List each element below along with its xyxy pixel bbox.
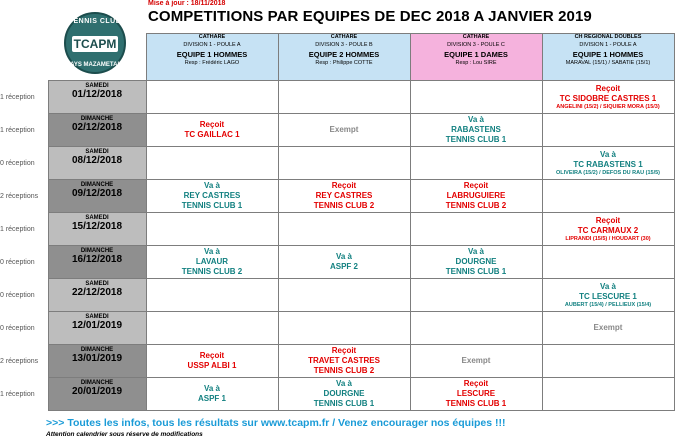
match-cell — [278, 345, 410, 378]
weekday-label: SAMEDI — [85, 149, 109, 155]
match-line: TC LESCURE 1 — [579, 291, 637, 301]
team-league: CATHARE — [198, 34, 226, 40]
match-line: LESCURE — [456, 389, 496, 398]
team-league: CATHARE — [462, 34, 490, 40]
match-line: Va à — [203, 247, 220, 256]
schedule-table — [0, 33, 675, 411]
match-cell — [410, 147, 542, 180]
reception-count: 1 réception — [0, 390, 35, 398]
match-line: Reçoit — [199, 120, 225, 129]
match-cell — [146, 279, 278, 312]
weekday-label: SAMEDI — [85, 83, 109, 89]
match-line: Va à — [467, 115, 484, 124]
match-line: TC GAILLAC 1 — [184, 130, 240, 139]
match-cell — [278, 213, 410, 246]
match-line: Exempt — [461, 356, 491, 365]
match-line: TENNIS CLUB 2 — [313, 366, 375, 375]
weekday-label: DIMANCHE — [80, 116, 114, 122]
team-name: EQUIPE 1 HOMMES — [176, 50, 248, 59]
players-line: ANGELINI (15/2) / SIQUIER MORA (15/3) — [556, 103, 660, 110]
match-cell — [146, 312, 278, 345]
schedule-row — [0, 378, 674, 411]
match-cell — [278, 246, 410, 279]
schedule-row — [0, 246, 674, 279]
players-line: LIPRANDI (15/5) / HOUDART (30) — [565, 235, 651, 242]
match-cell — [410, 345, 542, 378]
team-responsible: MARAVAL (15/1) / SABATIE (15/1) — [565, 60, 651, 66]
match-line: Va à — [335, 379, 352, 388]
match-line: Reçoit — [463, 379, 489, 388]
footer-link-text[interactable]: >>> Toutes les infos, tous les résultats sur www.tcapm.fr / Venez encourager nos équipes !!! — [46, 417, 506, 429]
team-name: EQUIPE 1 HOMMES — [572, 50, 644, 59]
match-cell — [146, 180, 278, 213]
match-cell — [542, 81, 674, 114]
schedule-row — [0, 114, 674, 147]
date-label: 15/12/2018 — [71, 221, 123, 232]
match-cell — [542, 213, 674, 246]
match-cell — [278, 114, 410, 147]
schedule-row — [0, 147, 674, 180]
date-label: 22/12/2018 — [71, 287, 123, 298]
match-line: REY CASTRES — [183, 191, 241, 200]
schedule-row — [0, 81, 674, 114]
match-line: Reçoit — [199, 351, 225, 360]
header-spacer — [0, 34, 48, 81]
match-line: Reçoit — [463, 181, 489, 190]
team-responsible: Resp : Lou SIRE — [455, 60, 497, 66]
date-cell — [48, 345, 146, 378]
match-line: Exempt — [329, 125, 359, 134]
match-cell — [278, 312, 410, 345]
players-line: OLIVEIRA (15/2) / DEFOS DU RAU (15/5) — [555, 169, 660, 176]
match-cell — [410, 81, 542, 114]
match-cell — [410, 180, 542, 213]
match-line: Va à — [203, 384, 220, 393]
reception-count: 0 réception — [0, 159, 35, 167]
team-responsible: Resp : Philippe COTTE — [315, 60, 373, 66]
match-line: Va à — [467, 247, 484, 256]
match-cell — [542, 246, 674, 279]
team-name: EQUIPE 1 DAMES — [444, 50, 508, 59]
date-cell — [48, 180, 146, 213]
date-label: 08/12/2018 — [71, 155, 123, 166]
match-line: REY CASTRES — [315, 191, 373, 200]
match-cell — [146, 213, 278, 246]
date-cell — [48, 312, 146, 345]
logo-top-text: TENNIS CLUB — [68, 18, 122, 25]
match-cell — [542, 180, 674, 213]
match-line: RABASTENS — [451, 125, 501, 134]
reception-count: 0 réception — [0, 258, 35, 266]
match-line: USSP ALBI 1 — [187, 361, 237, 370]
match-line: TENNIS CLUB 1 — [445, 135, 507, 144]
match-cell — [146, 345, 278, 378]
match-cell — [278, 147, 410, 180]
schedule-row — [0, 345, 674, 378]
weekday-label: DIMANCHE — [80, 347, 114, 353]
date-cell — [48, 81, 146, 114]
date-label: 12/01/2019 — [71, 320, 123, 331]
match-line: TENNIS CLUB 2 — [313, 201, 375, 210]
team-division: DIVISION 3 - POULE C — [447, 41, 505, 48]
match-line: TENNIS CLUB 2 — [181, 267, 243, 276]
match-cell — [542, 114, 674, 147]
page-title: COMPETITIONS PAR EQUIPES DE DEC 2018 A JANVIER 2019 — [148, 8, 592, 25]
match-line: TENNIS CLUB 1 — [181, 201, 243, 210]
match-line: Reçoit — [595, 215, 621, 225]
schedule-row — [0, 180, 674, 213]
weekday-label: SAMEDI — [85, 281, 109, 287]
match-cell — [410, 246, 542, 279]
date-label: 09/12/2018 — [71, 188, 123, 199]
team-division: DIVISION 1 - POULE A — [579, 41, 637, 48]
match-line: Va à — [203, 181, 220, 190]
team-header-2 — [278, 34, 410, 81]
match-line: Reçoit — [331, 346, 357, 355]
reception-count: 1 réception — [0, 126, 35, 134]
team-header-row — [0, 34, 674, 81]
match-cell — [410, 378, 542, 411]
date-label: 16/12/2018 — [71, 254, 123, 265]
match-line: Reçoit — [331, 181, 357, 190]
date-cell — [48, 114, 146, 147]
match-line: ASPF 2 — [329, 262, 358, 271]
team-header-1 — [146, 34, 278, 81]
match-cell — [410, 279, 542, 312]
match-cell — [410, 114, 542, 147]
date-label: 13/01/2019 — [71, 353, 123, 364]
match-line: TC RABASTENS 1 — [573, 159, 643, 169]
team-division: DIVISION 1 - POULE A — [183, 41, 241, 48]
date-cell — [48, 213, 146, 246]
team-header-3 — [410, 34, 542, 81]
match-line: ASPF 1 — [197, 394, 226, 403]
match-line: Exempt — [593, 323, 623, 332]
date-label: 01/12/2018 — [71, 89, 123, 100]
schedule-row — [0, 213, 674, 246]
date-cell — [48, 378, 146, 411]
match-line: LABRUGUIERE — [446, 191, 506, 200]
weekday-label: DIMANCHE — [80, 248, 114, 254]
match-line: Va à — [335, 252, 352, 261]
team-responsible: Resp : Frédéric LAGO — [184, 60, 240, 66]
match-cell — [542, 378, 674, 411]
match-line: TENNIS CLUB 1 — [313, 399, 375, 408]
match-cell — [146, 378, 278, 411]
match-line: TENNIS CLUB 1 — [445, 399, 507, 408]
match-cell — [542, 345, 674, 378]
match-cell — [410, 213, 542, 246]
header-spacer — [48, 34, 146, 81]
match-cell — [278, 378, 410, 411]
date-label: 02/12/2018 — [71, 122, 123, 133]
reception-count: 1 réception — [0, 93, 35, 101]
logo-bottom-text: PAYS MAZAMETAIN — [66, 62, 124, 68]
match-cell — [542, 279, 674, 312]
match-cell — [146, 114, 278, 147]
reception-count: 2 réceptions — [0, 357, 39, 365]
schedule-row — [0, 279, 674, 312]
players-line: AUBERT (15/4) / PELLIEUX (15/4) — [564, 301, 652, 308]
team-league: CATHARE — [330, 34, 358, 40]
match-cell — [278, 180, 410, 213]
match-line: TC CARMAUX 2 — [577, 225, 639, 235]
weekday-label: DIMANCHE — [80, 182, 114, 188]
match-line: TRAVET CASTRES — [308, 356, 380, 365]
team-header-4 — [542, 34, 674, 81]
update-date: Mise à jour : 18/11/2018 — [148, 0, 226, 7]
reception-count: 1 réception — [0, 225, 35, 233]
reception-count: 0 réception — [0, 291, 35, 299]
match-cell — [146, 147, 278, 180]
match-cell — [278, 279, 410, 312]
team-name: EQUIPE 2 HOMMES — [308, 50, 380, 59]
weekday-label: DIMANCHE — [80, 380, 114, 386]
disclaimer-note: Attention calendrier sous réserve de modifications — [46, 431, 203, 438]
match-line: Va à — [599, 281, 616, 291]
date-cell — [48, 246, 146, 279]
match-line: DOURGNE — [455, 257, 497, 266]
match-cell — [146, 81, 278, 114]
team-league: CH REGIONAL DOUBLES — [574, 34, 642, 40]
match-line: LAVAUR — [195, 257, 229, 266]
match-cell — [146, 246, 278, 279]
weekday-label: SAMEDI — [85, 314, 109, 320]
logo-center-text: TCAPM — [73, 37, 117, 51]
match-cell — [410, 312, 542, 345]
team-division: DIVISION 3 - POULE B — [315, 41, 373, 48]
match-line: Va à — [599, 149, 616, 159]
match-line: TENNIS CLUB 1 — [445, 267, 507, 276]
match-line: Reçoit — [595, 83, 621, 93]
reception-count: 0 réception — [0, 324, 35, 332]
match-line: TC SIDOBRE CASTRES 1 — [559, 93, 657, 103]
match-cell — [542, 312, 674, 345]
match-line: TENNIS CLUB 2 — [445, 201, 507, 210]
weekday-label: SAMEDI — [85, 215, 109, 221]
match-cell — [542, 147, 674, 180]
date-cell — [48, 147, 146, 180]
schedule-row — [0, 312, 674, 345]
reception-count: 2 réceptions — [0, 192, 39, 200]
date-label: 20/01/2019 — [71, 386, 123, 397]
match-line: DOURGNE — [323, 389, 365, 398]
match-cell — [278, 81, 410, 114]
date-cell — [48, 279, 146, 312]
